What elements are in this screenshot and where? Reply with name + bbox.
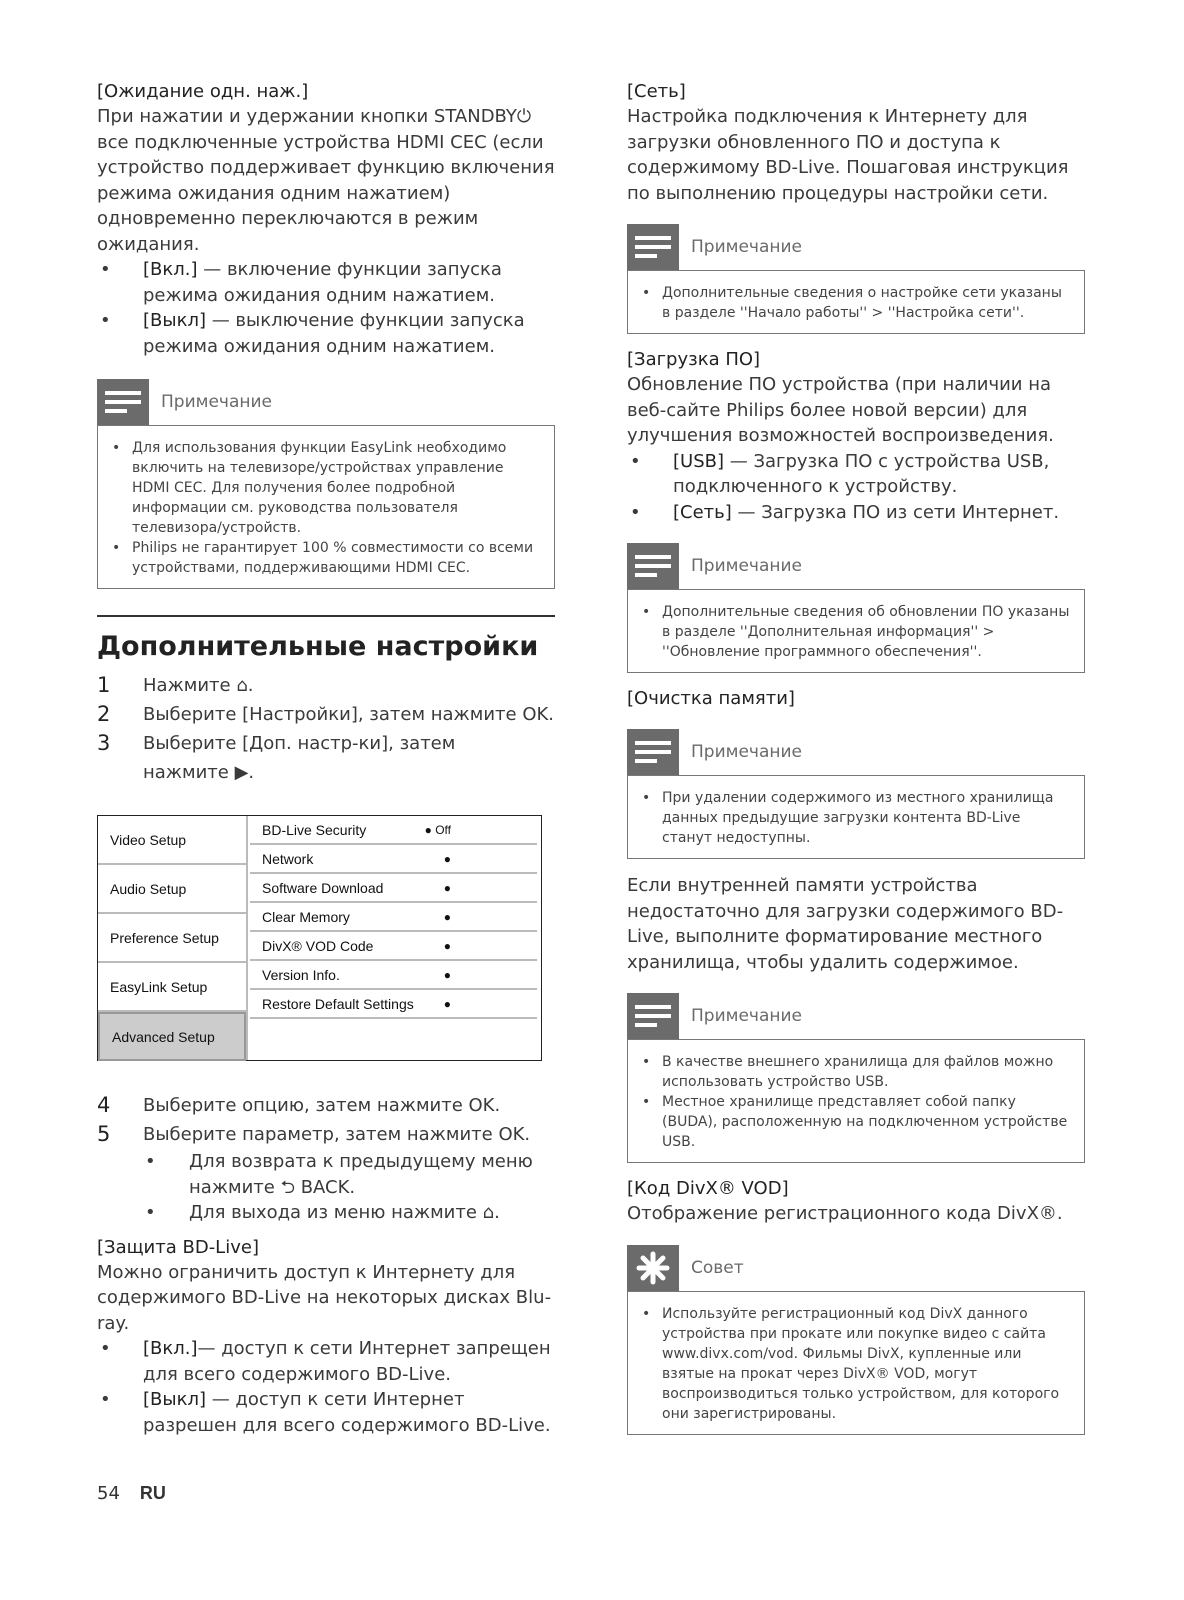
note-title: Примечание — [691, 1006, 802, 1026]
menu-item: Video Setup — [98, 816, 246, 865]
clear-text: Если внутренней памяти устройства недостаточно для загрузки содержимого BD-Live, выполните форматирование местного хранилища, чтобы удалить содержимое. — [627, 875, 1064, 973]
list-item: • [USB] — Загрузка ПО с устройства USB, подключенного к устройству. — [630, 450, 1050, 497]
note-box — [627, 993, 1085, 1163]
list-item: • Для возврата к предыдущему меню нажмите ⮌ BACK. — [145, 1151, 533, 1198]
list-item: • Philips не гарантирует 100 % совместимости со всеми устройствами, поддерживающими HDMI CEC. — [112, 540, 534, 576]
asterisk-icon — [627, 1245, 679, 1291]
note-box — [627, 729, 1085, 859]
menu-option: BD-Live Security ● Off — [250, 816, 537, 845]
steps — [97, 671, 555, 787]
section-title: Дополнительные настройки — [97, 615, 555, 665]
list-item: • [Вкл.] — включение функции запуска режима ожидания одним нажатием. — [100, 259, 502, 306]
list-item: • [Выкл] — выключение функции запуска режима ожидания одним нажатием. — [100, 310, 525, 357]
note-box — [627, 224, 1085, 334]
network-text: Настройка подключения к Интернету для загрузки обновленного ПО и доступа к содержимому BD-Live. Пошаговая инструкция по выполнению процедуры настройки сети. — [627, 106, 1069, 204]
download-options — [627, 449, 1085, 526]
bdlive-options — [97, 1336, 555, 1438]
note-icon — [627, 993, 679, 1039]
menu-option: DivX® VOD Code ● — [250, 932, 537, 961]
note-title: Примечание — [691, 742, 802, 762]
standby-title: [Ожидание одн. наж.] — [97, 81, 309, 102]
note-title: Примечание — [161, 392, 272, 412]
step: 5 Выберите параметр, затем нажмите OK. — [97, 1122, 531, 1146]
sub-items — [97, 1149, 555, 1226]
step: 2 Выберите [Настройки], затем нажмите OK. — [97, 702, 555, 726]
menu-option: Software Download ● — [250, 874, 537, 903]
note-box — [627, 543, 1085, 673]
clear-title: [Очистка памяти] — [627, 688, 795, 709]
list-item: • Используйте регистрационный код DivX данного устройства при прокате или покупке видео с сайта www.divx.com/vod. Фильмы DivX, купленные или взятые на прокат через DivX® VOD, могут воспроизводиться только устройством, для которого они зарегистрированы. — [642, 1305, 1060, 1422]
divx-text: Отображение регистрационного кода DivX®. — [627, 1203, 1063, 1224]
download-text: Обновление ПО устройства (при наличии на веб-сайте Philips более новой версии) для улучшения возможностей воспроизведения. — [627, 374, 1054, 446]
note-icon — [627, 729, 679, 775]
bdlive-text: Можно ограничить доступ к Интернету для содержимого BD-Live на некоторых дисках Blu-ray. — [97, 1261, 552, 1334]
steps — [97, 1091, 555, 1149]
list-item: • Дополнительные сведения о настройке сети указаны в разделе ''Начало работы'' > ''Настройка сети''. — [642, 285, 1062, 321]
bdlive-title: [Защита BD-Live] — [97, 1236, 259, 1258]
network-title: [Сеть] — [627, 81, 686, 102]
page-footer — [97, 1483, 166, 1504]
list-item: • [Вкл.]— доступ к сети Интернет запрещен для всего содержимого BD-Live. — [100, 1338, 551, 1385]
list-item: • [Выкл] — доступ к сети Интернет разрешен для всего содержимого BD-Live. — [100, 1389, 551, 1436]
step: 4 Выберите опцию, затем нажмите OK. — [97, 1093, 501, 1117]
step: 3 Выберите [Доп. настр-ки], затем нажмите ▶. — [97, 731, 456, 783]
standby-options — [97, 257, 555, 359]
list-item: • В качестве внешнего хранилища для файлов можно использовать устройство USB. — [642, 1054, 1054, 1090]
list-item: • Дополнительные сведения об обновлении ПО указаны в разделе ''Дополнительная информация'' > ''Обновление программного обеспечения''. — [642, 604, 1070, 660]
menu-option: Restore Default Settings ● — [250, 990, 537, 1019]
menu-item-selected: Advanced Setup — [98, 1012, 246, 1061]
divx-title: [Код DivX® VOD] — [627, 1178, 789, 1199]
note-box — [97, 379, 555, 589]
menu-item: Audio Setup — [98, 865, 246, 914]
language-code: RU — [139, 1483, 166, 1503]
menu-item: EasyLink Setup — [98, 963, 246, 1012]
menu-option: Network ● — [250, 845, 537, 874]
tip-title: Совет — [691, 1257, 744, 1278]
list-item: • [Сеть] — Загрузка ПО из сети Интернет. — [630, 501, 1060, 523]
list-item: • При удалении содержимого из местного хранилища данных предыдущие загрузки контента BD-Live станут недоступны. — [642, 790, 1054, 846]
page-number: 54 — [97, 1483, 120, 1504]
right-column — [627, 80, 1085, 1449]
note-icon — [97, 379, 149, 425]
menu-option: Version Info. ● — [250, 961, 537, 990]
menu-item: Preference Setup — [98, 914, 246, 963]
note-title: Примечание — [691, 556, 802, 576]
standby-text: При нажатии и удержании кнопки STANDBY⏻ все подключенные устройства HDMI CEC (если устройство поддерживает функцию включения режима ожидания одним нажатием) одновременно переключаются в режим ожидания. — [97, 106, 555, 255]
list-item: • Для использования функции EasyLink необходимо включить на телевизоре/устройствах управление HDMI CEC. Для получения более подробной информации см. руководства пользователя телевизора/устройств. — [112, 440, 507, 536]
list-item: • Для выхода из меню нажмите ⌂. — [145, 1202, 500, 1223]
download-title: [Загрузка ПО] — [627, 349, 761, 370]
menu-option: Clear Memory ● — [250, 903, 537, 932]
tip-box — [627, 1245, 1085, 1435]
note-icon — [627, 543, 679, 589]
left-column — [97, 80, 555, 1438]
step: 1 Нажмите ⌂. — [97, 673, 254, 697]
list-item: • Местное хранилище представляет собой папку (BUDA), расположенную на подключенном устройстве USB. — [642, 1094, 1068, 1150]
note-icon — [627, 224, 679, 270]
note-title: Примечание — [691, 237, 802, 257]
settings-menu-screenshot — [97, 815, 542, 1061]
